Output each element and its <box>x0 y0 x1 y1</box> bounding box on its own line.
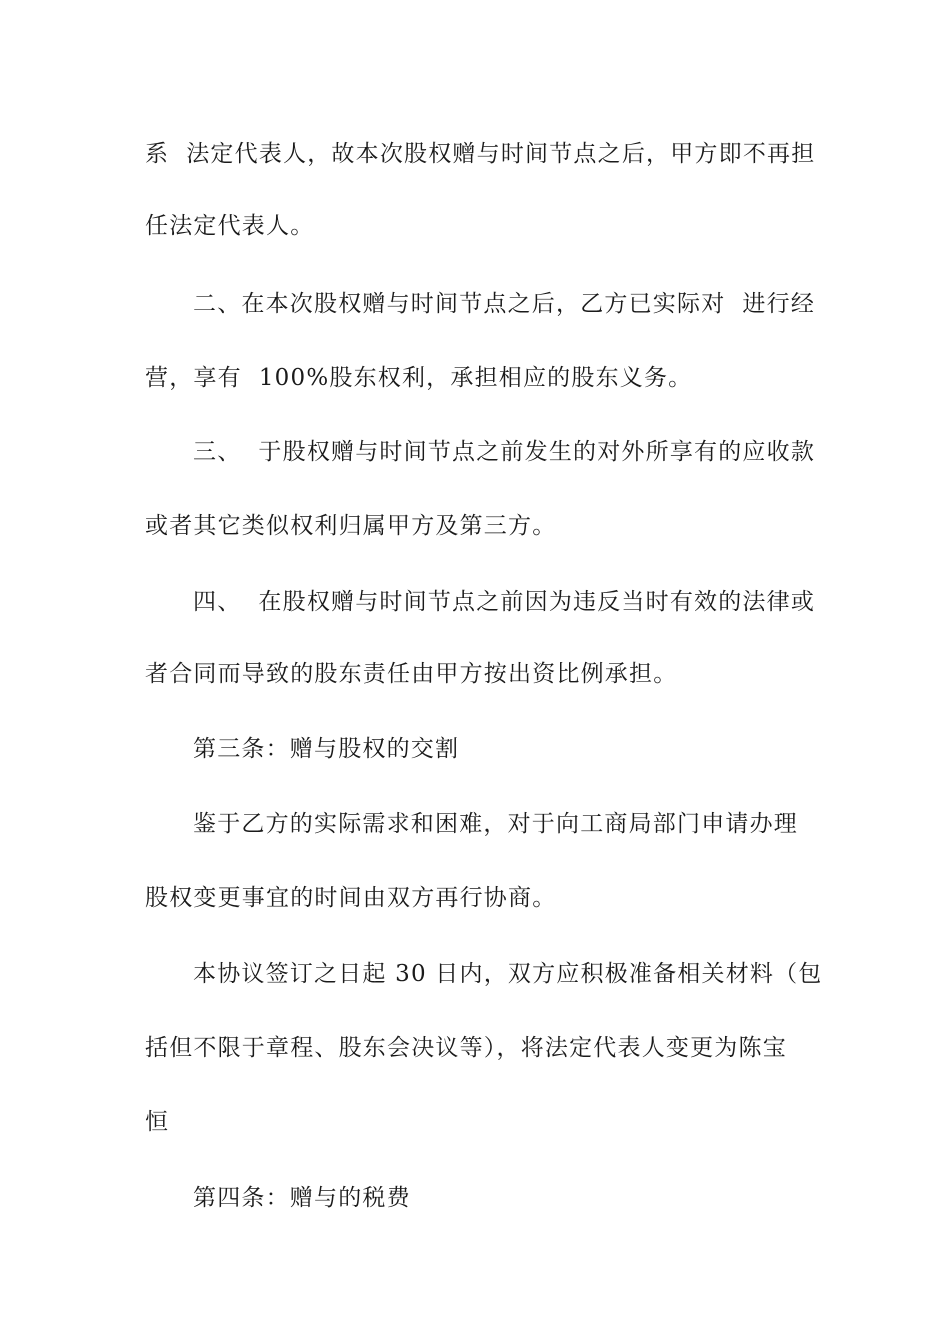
section-heading: 第三条：赠与股权的交割 <box>193 736 460 762</box>
paragraph-line: 本协议签订之日起 30 日内，双方应积极准备相关材料（包 <box>193 961 823 987</box>
paragraph-line: 营，享有 100%股东权利，承担相应的股东义务。 <box>145 365 693 391</box>
section-heading: 第四条：赠与的税费 <box>193 1185 411 1211</box>
paragraph-line: 者合同而导致的股东责任由甲方按出资比例承担。 <box>145 661 678 687</box>
paragraph-line: 恒 <box>145 1109 170 1135</box>
paragraph-line: 鉴于乙方的实际需求和困难，对于向工商局部门申请办理 <box>193 811 798 837</box>
paragraph-line: 或者其它类似权利归属甲方及第三方。 <box>145 513 557 539</box>
paragraph-line: 四、 在股权赠与时间节点之前因为违反当时有效的法律或 <box>193 589 816 615</box>
paragraph-line: 三、 于股权赠与时间节点之前发生的对外所享有的应收款 <box>193 439 816 465</box>
paragraph-line: 二、在本次股权赠与时间节点之后，乙方已实际对 进行经 <box>193 291 816 317</box>
paragraph-line: 任法定代表人。 <box>145 213 315 239</box>
paragraph-line: 系 法定代表人，故本次股权赠与时间节点之后，甲方即不再担 <box>145 141 816 167</box>
paragraph-line: 股权变更事宜的时间由双方再行协商。 <box>145 885 557 911</box>
paragraph-line: 括但不限于章程、股东会决议等），将法定代表人变更为陈宝 <box>145 1035 787 1061</box>
